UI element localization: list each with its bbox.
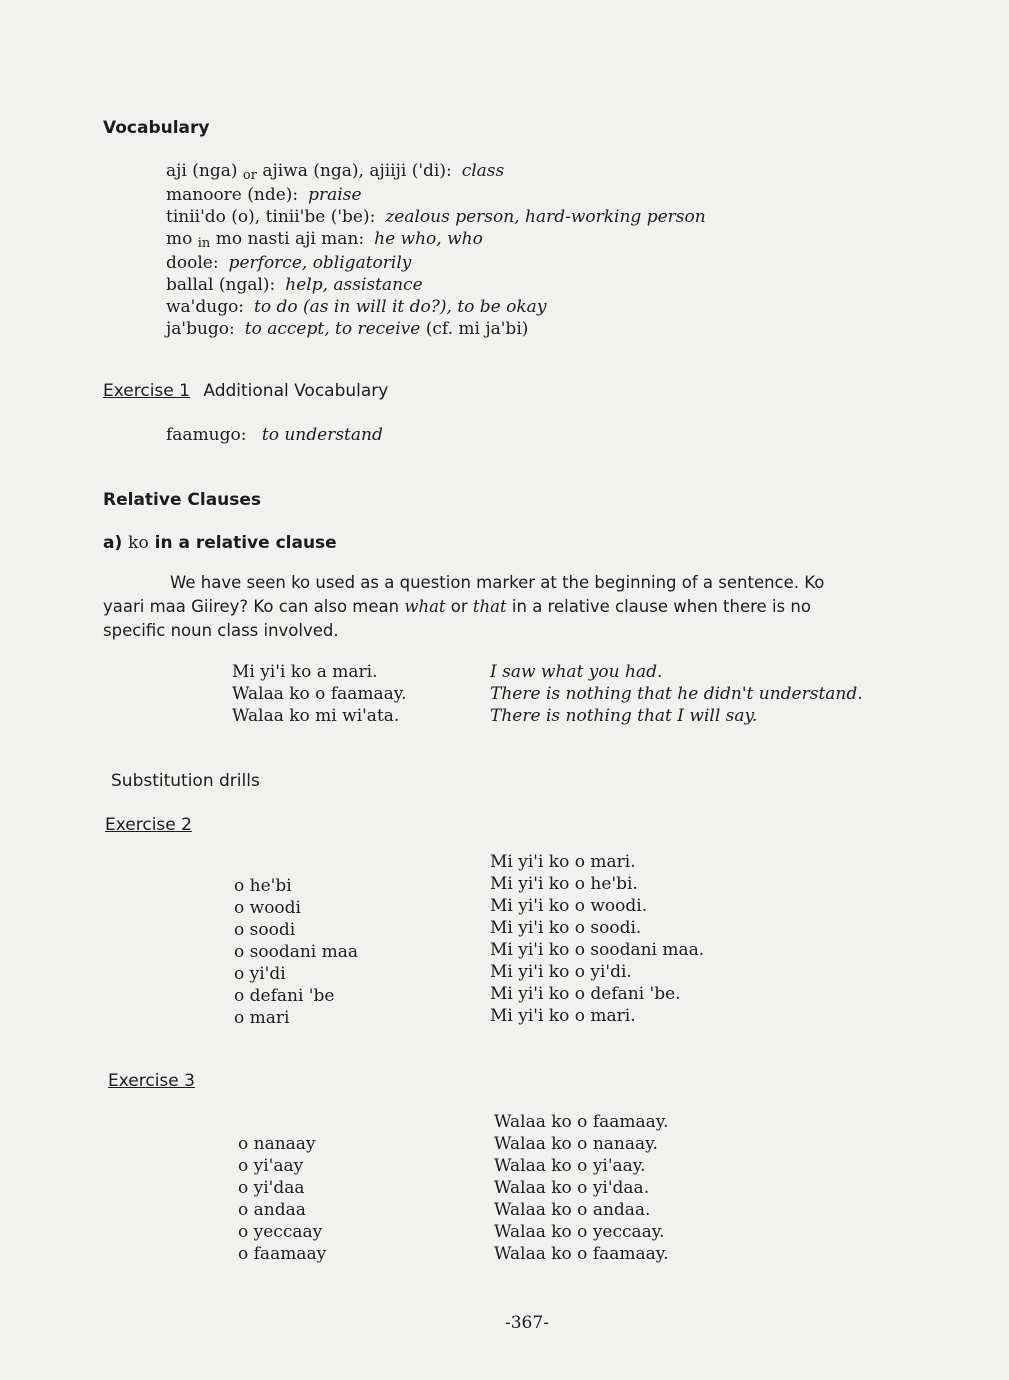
example-english: There is nothing that he didn't understand.: [490, 684, 863, 704]
vocab-term: mo nasti aji man:: [210, 229, 365, 249]
drill-cue: o nanaay: [238, 1134, 316, 1154]
vocab-term: wa'dugo:: [166, 297, 245, 317]
exercise1-entry: [166, 424, 383, 446]
example-fulani: Walaa ko mi wi'ata.: [232, 706, 400, 726]
relative-clauses-subheading: [103, 533, 337, 553]
paragraph-line-3: specific noun class involved.: [103, 621, 339, 640]
drill-cue: o mari: [234, 1008, 290, 1028]
examples-fulani-column: [232, 661, 407, 727]
para-what: what: [404, 597, 446, 616]
exercise1-label: Exercise 1: [103, 381, 190, 401]
exercise2-label: Exercise 2: [105, 815, 192, 835]
vocab-extra: (cf. mi ja'bi): [420, 319, 529, 339]
subheading-prefix: a): [103, 533, 123, 553]
drill-response: Mi yi'i ko o mari.: [490, 1006, 636, 1026]
page-number: -367-: [505, 1313, 549, 1333]
drill-cue: o faamaay: [238, 1244, 327, 1264]
vocab-gloss: to understand: [261, 425, 383, 445]
drill-response: Walaa ko o yeccaay.: [494, 1222, 665, 1242]
drill-cue: o defani 'be: [234, 986, 335, 1006]
vocab-term: ja'bugo:: [166, 319, 235, 339]
exercise3-responses: [494, 1111, 669, 1265]
vocab-gloss: he who, who: [374, 229, 483, 249]
drill-response: Walaa ko o yi'daa.: [494, 1178, 650, 1198]
drill-cue: o he'bi: [234, 876, 292, 896]
vocab-entry: [166, 228, 706, 252]
vocab-entry: [166, 160, 706, 184]
vocab-gloss: to accept, to receive: [244, 319, 421, 339]
drill-response: Walaa ko o yi'aay.: [494, 1156, 646, 1176]
vocab-term: tinii'do (o), tinii'be ('be):: [166, 207, 376, 227]
drill-cue: o yeccaay: [238, 1222, 323, 1242]
example-fulani: Walaa ko o faamaay.: [232, 684, 407, 704]
drill-response: Mi yi'i ko o woodi.: [490, 896, 648, 916]
vocab-term: doole:: [166, 253, 219, 273]
vocab-term: aji (nga): [166, 161, 243, 181]
vocab-term: faamugo:: [166, 425, 247, 445]
drill-response: Mi yi'i ko o defani 'be.: [490, 984, 681, 1004]
subheading-ko: ko: [128, 533, 149, 553]
substitution-drills-heading: Substitution drills: [111, 771, 260, 791]
vocab-term-connector: in: [197, 236, 211, 251]
exercise2-cues: [234, 875, 358, 1029]
vocab-gloss: to do (as in will it do?), to be okay: [254, 297, 547, 317]
vocab-gloss: praise: [308, 185, 362, 205]
paragraph-line-1: We have seen ko used as a question marker at the beginning of a sentence. Ko: [170, 573, 825, 592]
drill-cue: o yi'di: [234, 964, 286, 984]
drill-cue: o yi'aay: [238, 1156, 304, 1176]
example-english: I saw what you had.: [490, 662, 663, 682]
drill-response: Mi yi'i ko o yi'di.: [490, 962, 632, 982]
vocab-term: ballal (ngal):: [166, 275, 276, 295]
vocab-term: ajiwa (nga), ajiiji ('di):: [256, 161, 452, 181]
vocabulary-list: [166, 160, 706, 340]
vocab-entry: [166, 184, 706, 206]
vocab-term: mo: [166, 229, 198, 249]
vocab-term-connector: or: [242, 168, 257, 183]
exercise2-responses: [490, 851, 704, 1027]
drill-response: Walaa ko o faamaay.: [494, 1112, 669, 1132]
vocab-gloss: perforce, obligatorily: [228, 253, 412, 273]
vocab-entry: [166, 206, 706, 228]
vocab-entry: [166, 274, 706, 296]
exercise3-label: Exercise 3: [108, 1071, 195, 1091]
relative-clauses-heading: Relative Clauses: [103, 490, 262, 510]
drill-response: Walaa ko o andaa.: [494, 1200, 651, 1220]
exercise1-title: Additional Vocabulary: [203, 381, 389, 401]
para-that: that: [472, 597, 507, 616]
drill-response: Walaa ko o faamaay.: [494, 1244, 669, 1264]
drill-cue: o soodani maa: [234, 942, 359, 962]
vocab-gloss: zealous person, hard-working person: [385, 207, 706, 227]
vocab-term: manoore (nde):: [166, 185, 299, 205]
example-english: There is nothing that I will say.: [490, 706, 758, 726]
para-text: yaari maa Giirey? Ko can also mean: [103, 597, 405, 616]
drill-cue: o woodi: [234, 898, 301, 918]
example-fulani: Mi yi'i ko a mari.: [232, 662, 378, 682]
subheading-rest: in a relative clause: [154, 533, 337, 553]
drill-response: Mi yi'i ko o soodani maa.: [490, 940, 705, 960]
vocabulary-heading: Vocabulary: [103, 118, 210, 138]
drill-cue: o soodi: [234, 920, 296, 940]
exercise3-cues: [238, 1133, 326, 1265]
drill-response: Mi yi'i ko o mari.: [490, 852, 636, 872]
paragraph-line-2: [103, 595, 811, 619]
drill-cue: o yi'daa: [238, 1178, 305, 1198]
vocab-entry: [166, 252, 706, 274]
vocab-gloss: class: [461, 161, 505, 181]
drill-cue: o andaa: [238, 1200, 306, 1220]
para-text: or: [445, 597, 473, 616]
drill-response: Walaa ko o nanaay.: [494, 1134, 658, 1154]
examples-english-column: [490, 661, 863, 727]
drill-response: Mi yi'i ko o he'bi.: [490, 874, 638, 894]
exercise1-header: [103, 381, 388, 401]
vocab-entry: [166, 296, 706, 318]
drill-response: Mi yi'i ko o soodi.: [490, 918, 642, 938]
vocab-gloss: help, assistance: [285, 275, 423, 295]
para-text: in a relative clause when there is no: [506, 597, 811, 616]
vocab-entry: [166, 318, 706, 340]
